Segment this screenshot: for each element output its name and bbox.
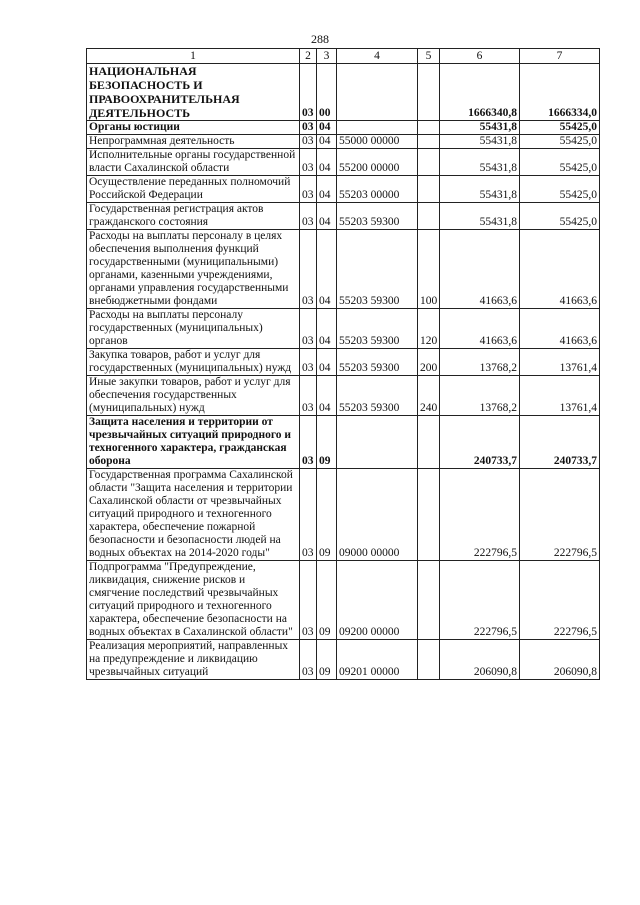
row-subsection-code: 04 xyxy=(317,376,337,416)
row-amount-col6: 55431,8 xyxy=(440,203,520,230)
row-expense-type xyxy=(418,469,440,561)
row-section-code: 03 xyxy=(300,376,317,416)
row-amount-col7: 55425,0 xyxy=(520,176,600,203)
table-row xyxy=(87,176,600,203)
row-amount-col7: 13761,4 xyxy=(520,349,600,376)
row-section-code: 03 xyxy=(300,349,317,376)
row-target-article: 09000 00000 xyxy=(337,469,418,561)
row-expense-type xyxy=(418,416,440,469)
row-amount-col6: 41663,6 xyxy=(440,309,520,349)
row-name: Закупка товаров, работ и услуг для государственных (муниципальных) нужд xyxy=(87,349,300,376)
budget-table xyxy=(86,48,600,680)
row-expense-type: 100 xyxy=(418,230,440,309)
row-amount-col7: 222796,5 xyxy=(520,561,600,640)
row-section-code: 03 xyxy=(300,469,317,561)
row-section-code: 03 xyxy=(300,64,317,121)
row-amount-col7: 206090,8 xyxy=(520,640,600,680)
row-expense-type xyxy=(418,203,440,230)
table-row xyxy=(87,230,600,309)
row-section-code: 03 xyxy=(300,135,317,149)
row-subsection-code: 04 xyxy=(317,203,337,230)
row-amount-col6: 222796,5 xyxy=(440,469,520,561)
table-row xyxy=(87,349,600,376)
row-amount-col7: 1666334,0 xyxy=(520,64,600,121)
row-target-article: 55203 59300 xyxy=(337,230,418,309)
row-section-code: 03 xyxy=(300,416,317,469)
col-header-5: 5 xyxy=(418,49,440,64)
row-amount-col7: 55425,0 xyxy=(520,149,600,176)
row-expense-type xyxy=(418,176,440,203)
col-header-4: 4 xyxy=(337,49,418,64)
row-expense-type xyxy=(418,135,440,149)
row-subsection-code: 09 xyxy=(317,416,337,469)
table-row xyxy=(87,469,600,561)
row-target-article xyxy=(337,64,418,121)
row-target-article xyxy=(337,121,418,135)
table-row xyxy=(87,561,600,640)
row-amount-col7: 41663,6 xyxy=(520,230,600,309)
row-amount-col6: 13768,2 xyxy=(440,349,520,376)
table-row xyxy=(87,203,600,230)
col-header-6: 6 xyxy=(440,49,520,64)
row-name: Подпрограмма "Предупреждение, ликвидация, снижение рисков и смягчение последствий чрезвычайных ситуаций природного и техногенного характера, обеспечение безопасности на водных объектах в Сахалинской области" xyxy=(87,561,300,640)
col-header-7: 7 xyxy=(520,49,600,64)
col-header-3: 3 xyxy=(317,49,337,64)
row-target-article: 55000 00000 xyxy=(337,135,418,149)
row-target-article: 55203 59300 xyxy=(337,203,418,230)
row-section-code: 03 xyxy=(300,176,317,203)
row-target-article: 55203 59300 xyxy=(337,349,418,376)
row-name: НАЦИОНАЛЬНАЯ БЕЗОПАСНОСТЬ И ПРАВООХРАНИТЕЛЬНАЯ ДЕЯТЕЛЬНОСТЬ xyxy=(87,64,300,121)
table-row xyxy=(87,309,600,349)
table-row xyxy=(87,121,600,135)
row-target-article: 55200 00000 xyxy=(337,149,418,176)
row-amount-col6: 41663,6 xyxy=(440,230,520,309)
row-subsection-code: 09 xyxy=(317,640,337,680)
row-name: Защита населения и территории от чрезвычайных ситуаций природного и техногенного характера, гражданская оборона xyxy=(87,416,300,469)
row-name: Исполнительные органы государственной власти Сахалинской области xyxy=(87,149,300,176)
row-amount-col7: 240733,7 xyxy=(520,416,600,469)
col-header-2: 2 xyxy=(300,49,317,64)
row-target-article: 55203 59300 xyxy=(337,376,418,416)
row-expense-type: 120 xyxy=(418,309,440,349)
row-amount-col7: 13761,4 xyxy=(520,376,600,416)
row-name: Осуществление переданных полномочий Российской Федерации xyxy=(87,176,300,203)
row-target-article: 09201 00000 xyxy=(337,640,418,680)
row-name: Реализация мероприятий, направленных на предупреждение и ликвидацию чрезвычайных ситуаций xyxy=(87,640,300,680)
row-subsection-code: 04 xyxy=(317,349,337,376)
row-subsection-code: 09 xyxy=(317,469,337,561)
row-amount-col7: 222796,5 xyxy=(520,469,600,561)
row-subsection-code: 04 xyxy=(317,135,337,149)
row-section-code: 03 xyxy=(300,149,317,176)
row-amount-col6: 240733,7 xyxy=(440,416,520,469)
row-name: Органы юстиции xyxy=(87,121,300,135)
row-subsection-code: 00 xyxy=(317,64,337,121)
row-expense-type xyxy=(418,640,440,680)
row-subsection-code: 04 xyxy=(317,230,337,309)
table-row xyxy=(87,640,600,680)
table-row xyxy=(87,135,600,149)
row-expense-type xyxy=(418,64,440,121)
header-row xyxy=(87,49,600,64)
row-amount-col7: 55425,0 xyxy=(520,203,600,230)
row-name: Государственная регистрация актов гражданского состояния xyxy=(87,203,300,230)
table-row xyxy=(87,416,600,469)
row-amount-col6: 55431,8 xyxy=(440,121,520,135)
table-row xyxy=(87,376,600,416)
row-amount-col6: 55431,8 xyxy=(440,149,520,176)
table-row xyxy=(87,149,600,176)
row-subsection-code: 04 xyxy=(317,176,337,203)
row-section-code: 03 xyxy=(300,309,317,349)
row-section-code: 03 xyxy=(300,561,317,640)
row-expense-type xyxy=(418,561,440,640)
row-name: Расходы на выплаты персоналу в целях обеспечения выполнения функций государственными (муниципальными) органами, казенными учреждениями, органами управления государственными внебюджетными фондами xyxy=(87,230,300,309)
row-target-article: 09200 00000 xyxy=(337,561,418,640)
row-subsection-code: 09 xyxy=(317,561,337,640)
row-subsection-code: 04 xyxy=(317,309,337,349)
row-target-article: 55203 59300 xyxy=(337,309,418,349)
table-row xyxy=(87,64,600,121)
row-name: Иные закупки товаров, работ и услуг для обеспечения государственных (муниципальных) нужд xyxy=(87,376,300,416)
row-amount-col7: 55425,0 xyxy=(520,121,600,135)
row-expense-type: 200 xyxy=(418,349,440,376)
row-amount-col6: 206090,8 xyxy=(440,640,520,680)
row-amount-col6: 55431,8 xyxy=(440,176,520,203)
row-name: Расходы на выплаты персоналу государственных (муниципальных) органов xyxy=(87,309,300,349)
row-amount-col7: 55425,0 xyxy=(520,135,600,149)
row-section-code: 03 xyxy=(300,230,317,309)
row-name: Государственная программа Сахалинской области "Защита населения и территории Сахалинской области от чрезвычайных ситуаций природного и техногенного характера, обеспечение пожарной безопасности и безопасности людей на водных объектах на 2014-2020 годы" xyxy=(87,469,300,561)
page-number: 288 xyxy=(311,32,329,46)
row-expense-type: 240 xyxy=(418,376,440,416)
row-expense-type xyxy=(418,149,440,176)
row-expense-type xyxy=(418,121,440,135)
row-amount-col6: 55431,8 xyxy=(440,135,520,149)
row-section-code: 03 xyxy=(300,203,317,230)
row-amount-col6: 13768,2 xyxy=(440,376,520,416)
row-amount-col6: 222796,5 xyxy=(440,561,520,640)
col-header-1: 1 xyxy=(87,49,300,64)
row-target-article: 55203 00000 xyxy=(337,176,418,203)
row-subsection-code: 04 xyxy=(317,121,337,135)
row-subsection-code: 04 xyxy=(317,149,337,176)
row-section-code: 03 xyxy=(300,640,317,680)
row-section-code: 03 xyxy=(300,121,317,135)
row-amount-col6: 1666340,8 xyxy=(440,64,520,121)
row-amount-col7: 41663,6 xyxy=(520,309,600,349)
row-target-article xyxy=(337,416,418,469)
row-name: Непрограммная деятельность xyxy=(87,135,300,149)
